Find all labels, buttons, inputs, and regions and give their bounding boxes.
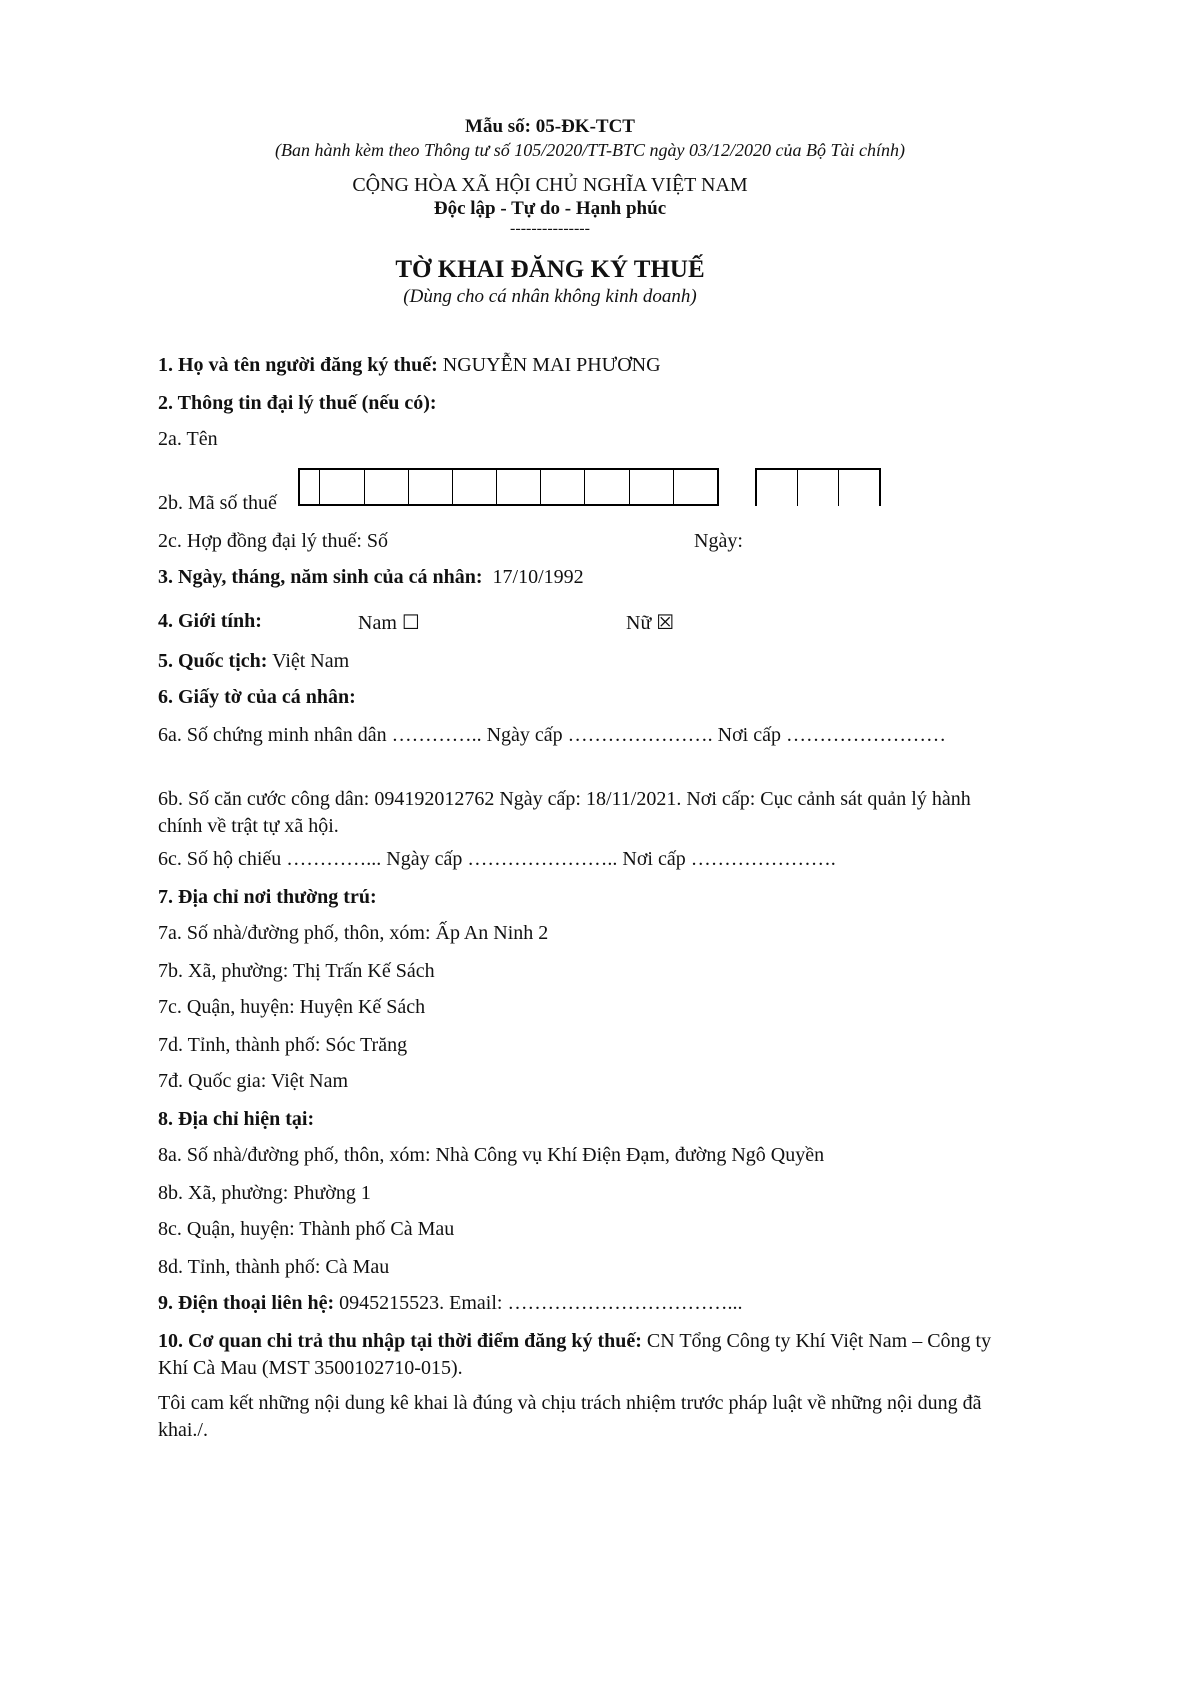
divider: --------------- — [510, 220, 590, 237]
field-2c-date: Ngày: — [694, 530, 743, 552]
field-7a: 7a. Số nhà/đường phố, thôn, xóm: Ấp An Ninh 2 — [158, 922, 549, 944]
field-2a: 2a. Tên — [158, 428, 218, 450]
field-7c: 7c. Quận, huyện: Huyện Kế Sách — [158, 996, 426, 1018]
label: 1. Họ và tên người đăng ký thuế: — [158, 354, 438, 376]
subtitle: (Dùng cho cá nhân không kinh doanh) — [403, 286, 697, 307]
field-7-label: 7. Địa chỉ nơi thường trú: — [158, 886, 377, 908]
motto: Độc lập - Tự do - Hạnh phúc — [433, 198, 667, 219]
issued-by: (Ban hành kèm theo Thông tư số 105/2020/TT-BTC ngày 03/12/2020 của Bộ Tài chính) — [275, 140, 905, 160]
full-name: NGUYỄN MAI PHƯƠNG — [437, 354, 661, 376]
field-2b: 2b. Mã số thuế — [158, 492, 277, 514]
field-7b: 7b. Xã, phường: Thị Trấn Kế Sách — [158, 960, 435, 982]
employer: CN Tổng Công ty Khí Việt Nam – Công ty Khí Cà Mau (MST 3500102710-015). — [158, 1330, 992, 1379]
label: 5. Quốc tịch: — [158, 650, 268, 672]
commitment: Tôi cam kết những nội dung kê khai là đúng và chịu trách nhiệm trước pháp luật về những nội dung đã khai./. — [158, 1392, 982, 1441]
field-8d: 8d. Tỉnh, thành phố: Cà Mau — [158, 1256, 390, 1278]
field-1 — [158, 354, 661, 377]
nationality: Việt Nam — [267, 650, 350, 672]
field-3 — [158, 566, 584, 589]
label: 10. Cơ quan chi trả thu nhập tại thời điểm đăng ký thuế: — [158, 1330, 642, 1352]
field-9 — [158, 1292, 742, 1315]
field-2c: 2c. Hợp đồng đại lý thuế: Số — [158, 530, 388, 552]
field-6a: 6a. Số chứng minh nhân dân ………….. Ngày cấp …………………. Nơi cấp …………………… — [158, 724, 946, 746]
tax-code-branch-boxes[interactable] — [755, 468, 881, 506]
field-8a: 8a. Số nhà/đường phố, thôn, xóm: Nhà Công vụ Khí Điện Đạm, đường Ngô Quyền — [158, 1144, 825, 1166]
gender-male-checkbox[interactable]: Nam ☐ — [358, 612, 420, 634]
phone-email: 0945215523. Email: ……………………………... — [334, 1292, 743, 1314]
field-7dd: 7đ. Quốc gia: Việt Nam — [158, 1070, 349, 1092]
field-8-label: 8. Địa chỉ hiện tại: — [158, 1108, 315, 1130]
field-7d: 7d. Tỉnh, thành phố: Sóc Trăng — [158, 1034, 408, 1056]
page-title: TỜ KHAI ĐĂNG KÝ THUẾ — [395, 256, 705, 283]
field-5 — [158, 650, 349, 673]
form-number: Mẫu số: 05-ĐK-TCT — [465, 116, 635, 137]
country-name: CỘNG HÒA XÃ HỘI CHỦ NGHĨA VIỆT NAM — [352, 174, 748, 196]
field-2-label: 2. Thông tin đại lý thuế (nếu có): — [158, 392, 437, 414]
label: 3. Ngày, tháng, năm sinh của cá nhân: — [158, 566, 483, 588]
field-6c: 6c. Số hộ chiếu …………... Ngày cấp ………………….. Nơi cấp …………………. — [158, 848, 836, 870]
field-10 — [158, 1328, 1008, 1382]
field-8c: 8c. Quận, huyện: Thành phố Cà Mau — [158, 1218, 455, 1240]
field-4-label: 4. Giới tính: — [158, 610, 262, 632]
birth-date: 17/10/1992 — [492, 566, 584, 588]
label: 9. Điện thoại liên hệ: — [158, 1292, 335, 1314]
gender-female-checkbox[interactable]: Nữ ☒ — [626, 612, 675, 634]
field-8b: 8b. Xã, phường: Phường 1 — [158, 1182, 371, 1204]
field-6b: 6b. Số căn cước công dân: 094192012762 Ngày cấp: 18/11/2021. Nơi cấp: Cục cảnh sát quản lý hành chính về trật tự xã hội. — [158, 788, 971, 837]
tax-code-boxes[interactable] — [298, 468, 719, 506]
field-6-label: 6. Giấy tờ của cá nhân: — [158, 686, 356, 708]
